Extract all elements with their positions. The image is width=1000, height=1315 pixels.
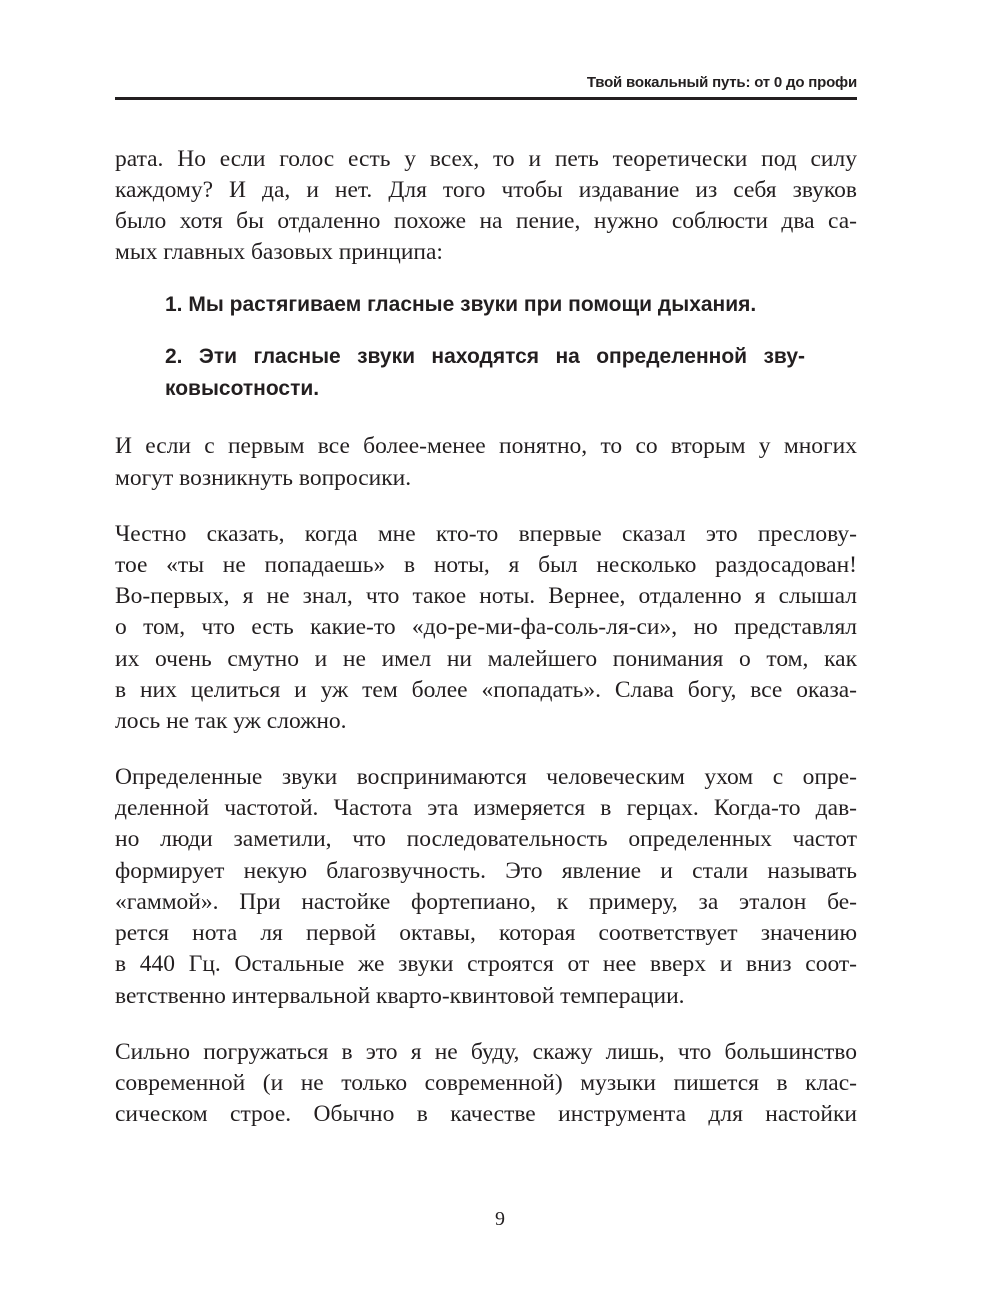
text-line: каждому? И да, и нет. Для того чтобы издавание из себя звуков [115, 177, 857, 203]
text-line: могут возникнуть вопросики. [115, 465, 412, 491]
text-line: Определенные звуки воспринимаются человеческим ухом с опре- [115, 764, 857, 790]
text-line: Честно сказать, когда мне кто-то впервые сказал это преслову- [115, 521, 857, 547]
text-line: ковысотности. [165, 377, 320, 400]
text-line: было хотя бы отдаленно похоже на пение, нужно соблюсти два са- [115, 208, 857, 234]
text-line: мых главных базовых принципа: [115, 239, 443, 265]
page-number: 9 [495, 1208, 505, 1230]
text-line: рата. Но если голос есть у всех, то и петь теоретически под силу [115, 146, 857, 172]
text-line: рется нота ля первой октавы, которая соответствует значению [115, 920, 857, 946]
running-header-title: Твой вокальный путь: от 0 до профи [586, 74, 857, 91]
text-line: их очень смутно и не имел ни малейшего понимания о том, как [115, 646, 857, 672]
text-line: И если с первым все более-менее понятно, то со вторым у многих [115, 433, 857, 459]
text-line: 2. Эти гласные звуки находятся на определенной зву- [165, 345, 805, 368]
text-line: Сильно погружаться в это я не буду, скажу лишь, что большинство [115, 1039, 857, 1065]
text-line: в них целиться и уж тем более «попадать». Слава богу, все оказа- [115, 677, 857, 703]
text-line: ветственно интервальной кварто-квинтовой темперации. [115, 983, 685, 1009]
text-line: в 440 Гц. Остальные же звуки строятся от нее вверх и вниз соот- [115, 951, 857, 977]
text-line: сическом строе. Обычно в качестве инструмента для настойки [115, 1101, 857, 1127]
header-rule [115, 97, 857, 100]
text-line: формирует некую благозвучность. Это явление и стали называть [115, 858, 857, 884]
text-line: лось не так уж сложно. [115, 708, 347, 734]
text-line: Во-первых, я не знал, что такое ноты. Вернее, отдаленно я слышал [115, 583, 857, 609]
text-line: «гаммой». При настойке фортепиано, к примеру, за эталон бе- [115, 889, 857, 915]
text-line: деленной частотой. Частота эта измеряется в герцах. Когда-то дав- [115, 795, 857, 821]
text-line: 1. Мы растягиваем гласные звуки при помощи дыхания. [165, 293, 757, 316]
text-line: тое «ты не попадаешь» в ноты, я был несколько раздосадован! [115, 552, 857, 578]
text-line: о том, что есть какие-то «до-ре-ми-фа-соль-ля-си», но представлял [115, 614, 857, 640]
text-line: современной (и не только современной) музыки пишется в клас- [115, 1070, 857, 1096]
text-line: но люди заметили, что последовательность определенных частот [115, 826, 857, 852]
